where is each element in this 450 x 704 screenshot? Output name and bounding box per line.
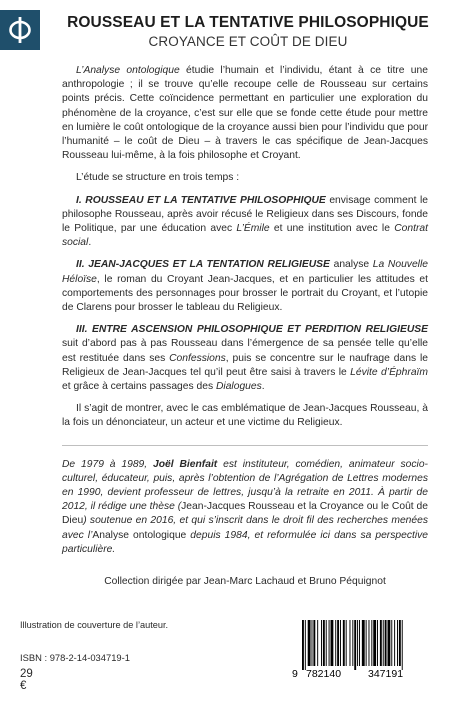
- part-2-text: analyse: [329, 259, 373, 271]
- barcode-bar: [383, 620, 384, 666]
- barcode-bar: [329, 620, 330, 666]
- bio-text-3: ) soutenue en 2016, et qui s’inscrit dans le droit fil des recherches menées avec l’: [62, 515, 428, 541]
- barcode-bar: [305, 620, 306, 670]
- part-3-text: suit d’abord pas à pas Rousseau dans l’émergence de sa pensée telle qu’elle est restituée dans ses: [62, 338, 428, 364]
- barcode-bar: [377, 620, 378, 666]
- structure-intro: L’étude se structure en trois temps :: [76, 172, 240, 184]
- barcode-bar: [366, 620, 367, 666]
- part-3-text-2: , puis se concentre sur le naufrage dans le Religieux de Jean-Jacques tel qu’il peut être saisi à travers le: [62, 352, 428, 378]
- barcode-bar: [373, 620, 376, 666]
- barcode-bar: [302, 620, 304, 670]
- part-1-text-3: .: [88, 237, 92, 249]
- barcode-bar: [357, 620, 358, 666]
- part-1-text: envisage comment le philosophe Rousseau, après avoir récusé le Religieux dans ses Discours, fonde le Politique, par une éducation avec: [62, 194, 428, 235]
- part-1-text-2: et une institution avec le: [269, 223, 395, 235]
- bio-method: Analyse ontologique: [92, 529, 187, 541]
- isbn: ISBN : 978-2-14-034719-1: [20, 652, 130, 663]
- part-1-emile: L’Émile: [236, 223, 270, 235]
- barcode-bar: [312, 620, 313, 666]
- barcode-bar: [340, 620, 341, 666]
- barcode-bar: [350, 620, 351, 666]
- barcode-digits-right: 347191: [368, 668, 404, 679]
- bio-text-2: est instituteur, comédien, animateur socio-culturel, éducateur, puis, après l’obtention de l’Agrégation de Lettres modernes en 1990, devient professeur de lettres, jusqu’à la retraite en 2011. À partir de 2012, il rédige une thèse (: [62, 458, 428, 513]
- barcode-bar: [394, 620, 395, 666]
- bio-text-1: De 1979 à 1989,: [62, 458, 154, 470]
- barcode-bar: [323, 620, 325, 666]
- part-1-heading: I. ROUSSEAU ET LA TENTATIVE PHILOSOPHIQUE: [76, 194, 326, 206]
- divider: [62, 445, 428, 446]
- bio-text-4: depuis 1984, et reformulée ici dans sa perspective particulière.: [62, 529, 429, 555]
- isbn-barcode: [292, 619, 434, 679]
- barcode-digits-left: 782140: [306, 668, 342, 679]
- barcode-bar: [326, 620, 327, 666]
- barcode-bar: [388, 620, 391, 666]
- barcode-bar: [380, 620, 382, 666]
- collection-credit: Collection dirigée par Jean-Marc Lachaud et Bruno Péquignot: [104, 576, 386, 588]
- barcode-bar: [369, 620, 370, 666]
- barcode-bar: [352, 620, 353, 666]
- book-title: ROUSSEAU ET LA TENTATIVE PHILOSOPHIQUE: [67, 14, 429, 31]
- barcode-bar: [391, 620, 392, 666]
- barcode-bar: [402, 620, 403, 670]
- barcode-bar: [313, 620, 315, 666]
- barcode-bar: [321, 620, 322, 666]
- barcode-digit-first: 9: [292, 668, 298, 679]
- part-3-text-3: et grâce à certains passages des: [62, 381, 216, 393]
- barcode-bar: [335, 620, 336, 666]
- barcode-bar: [371, 620, 372, 666]
- part-3-text-4: .: [261, 381, 265, 393]
- part-3-confessions: Confessions: [169, 352, 226, 364]
- part-3-dialogues: Dialogues: [215, 381, 262, 393]
- phi-icon: [7, 15, 33, 45]
- part-3-levite: Lévite d’Éphraïm: [350, 366, 428, 378]
- barcode-bar: [385, 620, 387, 666]
- barcode-bar: [354, 620, 356, 670]
- part-3-heading: III. ENTRE ASCENSION PHILOSOPHIQUE ET PERDITION RELIGIEUSE: [76, 324, 428, 336]
- part-1-contrat: Contrat social: [62, 223, 428, 249]
- part-1: [62, 194, 428, 251]
- barcode-bar: [399, 620, 401, 666]
- book-subtitle: CROYANCE ET COÛT DE DIEU: [148, 34, 348, 49]
- barcode-bar: [362, 620, 365, 666]
- barcode-bar: [317, 620, 318, 666]
- barcode-bar: [343, 620, 345, 666]
- barcode-bar: [308, 620, 311, 666]
- author-name: Joël Bienfait: [153, 458, 218, 470]
- header: [58, 14, 438, 49]
- intro-paragraph: [62, 64, 428, 163]
- barcode-bar: [346, 620, 347, 666]
- part-2-heading: II. JEAN-JACQUES ET LA TENTATION RELIGIEUSE: [76, 259, 330, 271]
- back-cover-text: [62, 64, 428, 589]
- barcode-bar: [359, 620, 360, 666]
- conclusion: Il s’agit de montrer, avec le cas emblématique de Jean-Jacques Rousseau, à la fois un dénonciateur, un acteur et une victime du Religieux.: [62, 403, 428, 429]
- price: 29 €: [20, 668, 33, 692]
- barcode-bar: [331, 620, 334, 666]
- illustration-credit: Illustration de couverture de l’auteur.: [20, 620, 169, 630]
- intro-text: étudie l’humain et l’individu, étant à ce titre une anthropologie ; il se trouve qu’elle recoupe celle de Rousseau sur certains points précis. Cette coïncidence permettant en particulier une exploration du phénomène de la croyance, c’est sur elle que se fonde cette étude pour mettre en lumière le coût ontologique de la croyance aussi bien pour l’individu que pour l’humanité – le coût de Dieu – à travers le cas spécifique de Jean-Jacques Rousseau lui-même, à la fois philosophe et Croyant.: [62, 65, 428, 162]
- part-2: [62, 258, 428, 315]
- barcode-bars: [302, 620, 403, 670]
- publisher-logo: [0, 10, 40, 50]
- barcode-bar: [397, 620, 398, 666]
- bio-thesis: Jean-Jacques Rousseau et la Croyance ou le Coût de Dieu: [62, 501, 428, 527]
- barcode-bar: [337, 620, 339, 666]
- part-3: [62, 323, 428, 394]
- author-bio: [62, 458, 428, 557]
- part-2-text-2: , le roman du Croyant Jean-Jacques, et en particulier les attitudes et comportements des personnages pour brosser le portrait du Croyant, et l’utopie de Clarens pour brosser le tableau du Religieux.: [62, 273, 428, 314]
- part-2-heloise: La Nouvelle Héloïse: [62, 259, 428, 285]
- intro-book-title: L’Analyse ontologique: [76, 65, 180, 76]
